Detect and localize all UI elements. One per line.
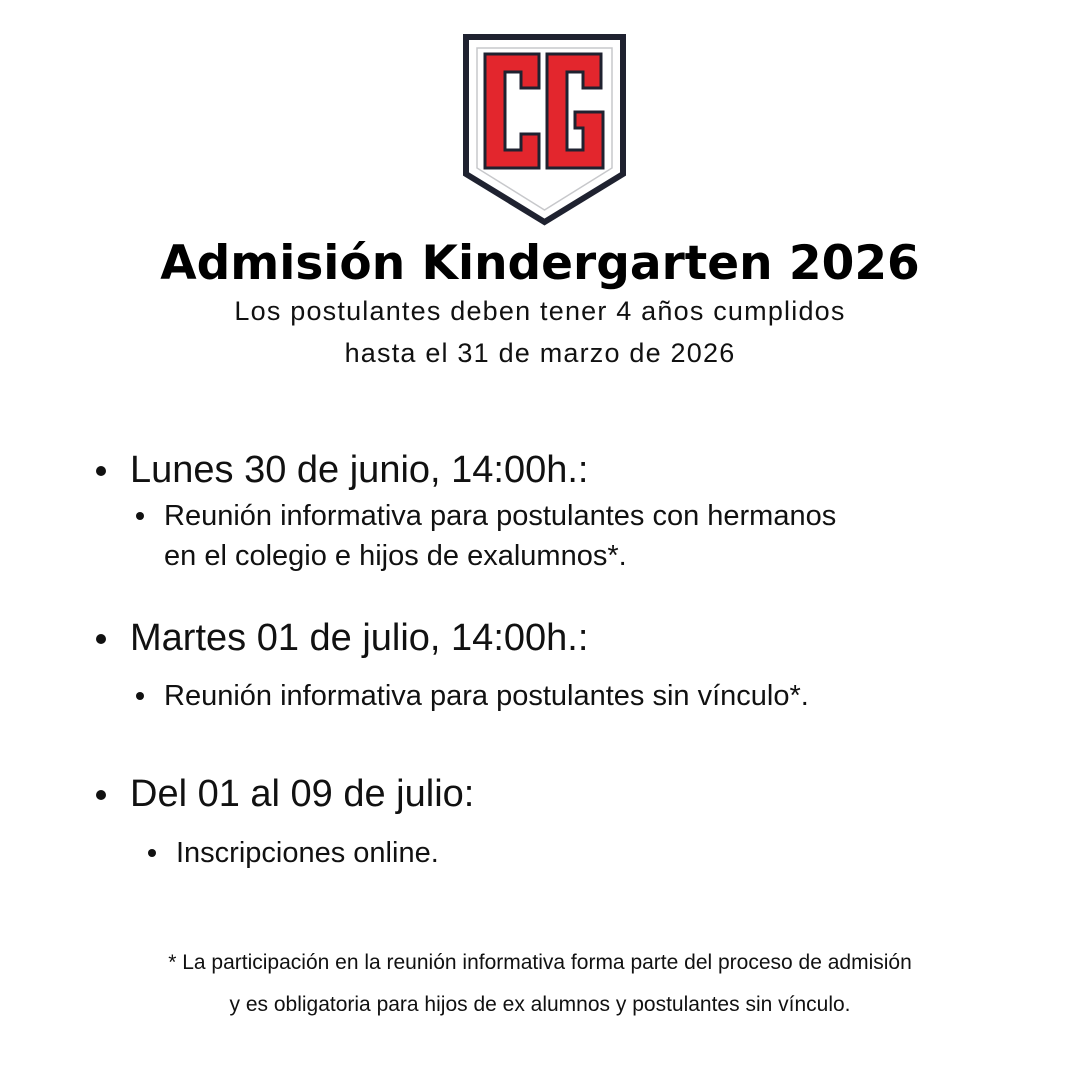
bullet-icon [136, 692, 144, 700]
schedule-subitem-line: Inscripciones online. [176, 837, 439, 869]
bullet-icon [96, 466, 106, 476]
footnote-line-2: y es obligatoria para hijos de ex alumnos y postulantes sin vínculo. [229, 993, 851, 1016]
schedule-item-label: Del 01 al 09 de julio: [130, 773, 475, 815]
footnote-line-1: * La participación en la reunión informativa forma parte del proceso de admisión [168, 951, 912, 974]
subtitle-line-1: Los postulantes deben tener 4 años cumplidos [234, 296, 846, 326]
schedule-item-label: Lunes 30 de junio, 14:00h.: [130, 449, 589, 491]
schedule-subitem-line: Reunión informativa para postulantes sin vínculo*. [164, 680, 809, 712]
schedule-subitem-line: Reunión informativa para postulantes con hermanos [164, 500, 837, 532]
bullet-icon [96, 790, 106, 800]
bullet-icon [136, 512, 144, 520]
bullet-icon [148, 849, 156, 857]
subtitle-line-2: hasta el 31 de marzo de 2026 [344, 338, 736, 368]
logo-letter-g [547, 54, 603, 168]
cg-shield-logo [463, 34, 626, 226]
page-title: Admisión Kindergarten 2026 [160, 236, 920, 291]
schedule-subitem-line: en el colegio e hijos de exalumnos*. [164, 540, 627, 572]
schedule-item-label: Martes 01 de julio, 14:00h.: [130, 617, 589, 659]
bullet-icon [96, 634, 106, 644]
